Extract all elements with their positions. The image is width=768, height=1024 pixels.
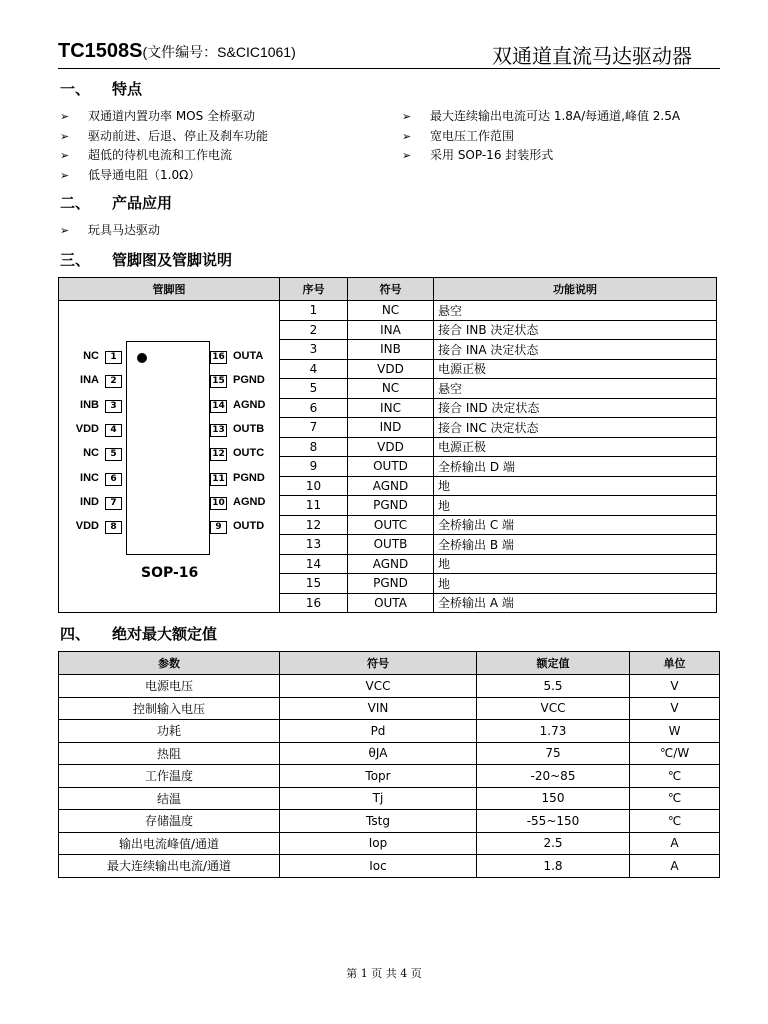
arrow-bullet-icon: ➢	[60, 224, 70, 237]
rating-value-cell: -55~150	[477, 810, 630, 833]
arrow-bullet-icon: ➢	[60, 168, 70, 182]
pin-diagram	[59, 301, 280, 613]
pin-function-cell: 全桥输出 D 端	[434, 457, 717, 477]
left-pin-number: 2	[105, 375, 122, 388]
pin-symbol-cell: VDD	[348, 359, 434, 379]
rating-value-cell: VCC	[477, 697, 630, 720]
rating-unit-cell: ℃	[630, 765, 720, 788]
bullet-item	[60, 146, 232, 163]
left-pin-label: IND	[80, 495, 99, 508]
right-pin-label: OUTD	[233, 520, 265, 533]
right-pin-label: PGND	[233, 374, 265, 387]
pin-index-cell: 11	[280, 496, 348, 516]
pin-function-cell: 全桥输出 C 端	[434, 515, 717, 535]
pin-function-cell: 接合 IND 决定状态	[434, 398, 717, 418]
pin-index-cell: 14	[280, 554, 348, 574]
bullet-text: 采用 SOP-16 封装形式	[430, 148, 554, 162]
pin-index-cell: 8	[280, 437, 348, 457]
rating-unit-cell: V	[630, 675, 720, 698]
left-pin-number: 3	[105, 400, 122, 413]
rating-param-cell: 电源电压	[59, 675, 280, 698]
rating-row	[59, 697, 720, 720]
left-pin-number: 8	[105, 521, 122, 534]
rating-symbol-cell: VIN	[280, 697, 477, 720]
bullet-text: 超低的待机电流和工作电流	[88, 148, 233, 162]
pin-symbol-cell: OUTD	[348, 457, 434, 477]
bullet-item	[402, 146, 553, 163]
right-pin-number: 11	[210, 473, 227, 486]
section-features-heading: 一、 特点	[60, 80, 143, 98]
rating-value-cell: 1.73	[477, 720, 630, 743]
rating-col-symbol: 符号	[280, 652, 477, 675]
pin-symbol-cell: PGND	[348, 496, 434, 516]
pin-col-function: 功能说明	[434, 278, 717, 301]
rating-param-cell: 热阻	[59, 742, 280, 765]
left-pin-number: 5	[105, 448, 122, 461]
rating-symbol-cell: Pd	[280, 720, 477, 743]
rating-symbol-cell: Iop	[280, 832, 477, 855]
pin-index-cell: 7	[280, 418, 348, 438]
pin1-marker-icon	[137, 353, 147, 363]
right-pin-number: 10	[210, 497, 227, 510]
bullet-item	[60, 127, 268, 144]
left-pin-number: 7	[105, 497, 122, 510]
pin-index-cell: 13	[280, 535, 348, 555]
rating-unit-cell: W	[630, 720, 720, 743]
pin-index-cell: 9	[280, 457, 348, 477]
rating-unit-cell: V	[630, 697, 720, 720]
rating-row	[59, 832, 720, 855]
rating-param-cell: 最大连续输出电流/通道	[59, 855, 280, 878]
bullet-text: 低导通电阻（1.0Ω）	[88, 167, 201, 182]
pin-symbol-cell: AGND	[348, 554, 434, 574]
document-title: 双通道直流马达驱动器	[492, 44, 692, 68]
arrow-bullet-icon: ➢	[402, 129, 412, 143]
left-pin-label: INC	[80, 471, 99, 484]
rating-row	[59, 855, 720, 878]
bullet-text: 双通道内置功率 MOS 全桥驱动	[88, 109, 256, 123]
rating-row	[59, 787, 720, 810]
rating-symbol-cell: θJA	[280, 742, 477, 765]
right-pin-label: OUTA	[233, 350, 264, 362]
left-pin-label: VDD	[75, 422, 99, 435]
right-pin-number: 12	[210, 448, 227, 461]
rating-param-cell: 存储温度	[59, 810, 280, 833]
pin-function-cell: 悬空	[434, 379, 717, 399]
pin-function-cell: 全桥输出 B 端	[434, 535, 717, 555]
arrow-bullet-icon: ➢	[402, 110, 412, 123]
pin-symbol-cell: PGND	[348, 574, 434, 594]
rating-symbol-cell: Topr	[280, 765, 477, 788]
rating-param-cell: 工作温度	[59, 765, 280, 788]
ratings-table	[58, 651, 720, 878]
page-header	[58, 38, 720, 69]
rating-row	[59, 742, 720, 765]
pin-function-cell: 悬空	[434, 301, 717, 321]
pin-index-cell: 15	[280, 574, 348, 594]
right-pin-label: PGND	[233, 471, 265, 484]
section-pins-heading: 三、 管脚图及管脚说明	[60, 251, 233, 269]
pin-function-cell: 接合 INA 决定状态	[434, 340, 717, 360]
pin-col-index: 序号	[280, 278, 348, 301]
rating-value-cell: 5.5	[477, 675, 630, 698]
rating-value-cell: 1.8	[477, 855, 630, 878]
left-pin-label: VDD	[75, 520, 99, 533]
file-number: (文件编号：S&CIC1061)	[142, 44, 296, 60]
rating-row	[59, 720, 720, 743]
pin-symbol-cell: OUTC	[348, 515, 434, 535]
pin-function-cell: 地	[434, 574, 717, 594]
arrow-bullet-icon: ➢	[402, 149, 412, 162]
bullet-text: 最大连续输出电流可达 1.8A/每通道,峰值 2.5A	[430, 109, 681, 123]
rating-unit-cell: A	[630, 855, 720, 878]
page-footer: 第 1 页 共 4 页	[346, 967, 422, 980]
pin-index-cell: 5	[280, 379, 348, 399]
rating-value-cell: 75	[477, 742, 630, 765]
arrow-bullet-icon: ➢	[60, 110, 70, 123]
left-pin-number: 6	[105, 473, 122, 486]
rating-row	[59, 810, 720, 833]
bullet-item	[402, 107, 680, 124]
rating-symbol-cell: VCC	[280, 675, 477, 698]
right-pin-number: 15	[210, 375, 227, 388]
rating-unit-cell: ℃	[630, 810, 720, 833]
right-pin-number: 16	[210, 351, 227, 364]
rating-param-cell: 控制输入电压	[59, 697, 280, 720]
rating-col-param: 参数	[59, 652, 280, 675]
pin-index-cell: 6	[280, 398, 348, 418]
left-pin-label: NC	[83, 447, 99, 460]
pin-symbol-cell: VDD	[348, 437, 434, 457]
bullet-item	[402, 127, 514, 144]
part-number: TC1508S(文件编号：S&CIC1061)	[58, 40, 296, 62]
package-label: SOP-16	[141, 565, 199, 581]
pin-function-cell: 接合 INC 决定状态	[434, 418, 717, 438]
bullet-text: 驱动前进、后退、停止及刹车功能	[88, 128, 269, 143]
rating-unit-cell: A	[630, 832, 720, 855]
rating-param-cell: 结温	[59, 787, 280, 810]
pin-symbol-cell: INB	[348, 340, 434, 360]
pin-index-cell: 4	[280, 359, 348, 379]
left-pin-number: 1	[105, 351, 122, 364]
pin-function-cell: 地	[434, 476, 717, 496]
left-pin-label: INA	[80, 374, 99, 387]
pin-function-cell: 电源正极	[434, 437, 717, 457]
pin-function-cell: 地	[434, 496, 717, 516]
right-pin-label: OUTC	[233, 447, 265, 460]
rating-unit-cell: ℃	[630, 787, 720, 810]
pin-index-cell: 1	[280, 301, 348, 321]
pin-symbol-cell: NC	[348, 379, 434, 399]
section-applications-heading: 二、 产品应用	[60, 194, 173, 212]
right-pin-label: AGND	[233, 495, 266, 508]
right-pin-number: 13	[210, 424, 227, 437]
pin-symbol-cell: INA	[348, 320, 434, 340]
left-pin-label: INB	[80, 398, 99, 411]
rating-symbol-cell: Ioc	[280, 855, 477, 878]
arrow-bullet-icon: ➢	[60, 149, 70, 162]
pin-col-diagram: 管脚图	[59, 278, 280, 301]
rating-value-cell: -20~85	[477, 765, 630, 788]
right-pin-number: 9	[210, 521, 227, 534]
section-ratings-heading: 四、 绝对最大额定值	[60, 625, 218, 643]
bullet-item	[60, 221, 160, 238]
pin-index-cell: 16	[280, 593, 348, 613]
pin-index-cell: 12	[280, 515, 348, 535]
chip-body	[126, 341, 210, 555]
pin-symbol-cell: NC	[348, 301, 434, 321]
rating-unit-cell: ℃/W	[630, 742, 720, 765]
bullet-text: 宽电压工作范围	[430, 128, 515, 143]
pin-col-symbol: 符号	[348, 278, 434, 301]
pin-function-cell: 电源正极	[434, 359, 717, 379]
right-pin-label: OUTB	[233, 422, 265, 435]
pin-index-cell: 2	[280, 320, 348, 340]
pin-symbol-cell: OUTA	[348, 593, 434, 613]
pin-symbol-cell: IND	[348, 418, 434, 438]
left-pin-number: 4	[105, 424, 122, 437]
pin-function-cell: 接合 INB 决定状态	[434, 320, 717, 340]
pin-index-cell: 3	[280, 340, 348, 360]
rating-row	[59, 765, 720, 788]
pin-function-cell: 全桥输出 A 端	[434, 593, 717, 613]
pin-symbol-cell: INC	[348, 398, 434, 418]
pin-index-cell: 10	[280, 476, 348, 496]
bullet-text: 玩具马达驱动	[88, 223, 161, 237]
left-pin-label: NC	[83, 350, 99, 362]
pin-table	[58, 277, 717, 613]
rating-col-value: 额定值	[477, 652, 630, 675]
rating-symbol-cell: Tj	[280, 787, 477, 810]
rating-value-cell: 2.5	[477, 832, 630, 855]
arrow-bullet-icon: ➢	[60, 129, 70, 143]
pin-row	[59, 301, 717, 321]
rating-param-cell: 功耗	[59, 720, 280, 743]
pin-function-cell: 地	[434, 554, 717, 574]
rating-col-unit: 单位	[630, 652, 720, 675]
bullet-item	[60, 107, 255, 124]
right-pin-label: AGND	[233, 398, 266, 411]
pin-symbol-cell: AGND	[348, 476, 434, 496]
rating-param-cell: 输出电流峰值/通道	[59, 832, 280, 855]
right-pin-number: 14	[210, 400, 227, 413]
rating-value-cell: 150	[477, 787, 630, 810]
bullet-item	[60, 166, 200, 183]
rating-symbol-cell: Tstg	[280, 810, 477, 833]
pin-symbol-cell: OUTB	[348, 535, 434, 555]
rating-row	[59, 675, 720, 698]
